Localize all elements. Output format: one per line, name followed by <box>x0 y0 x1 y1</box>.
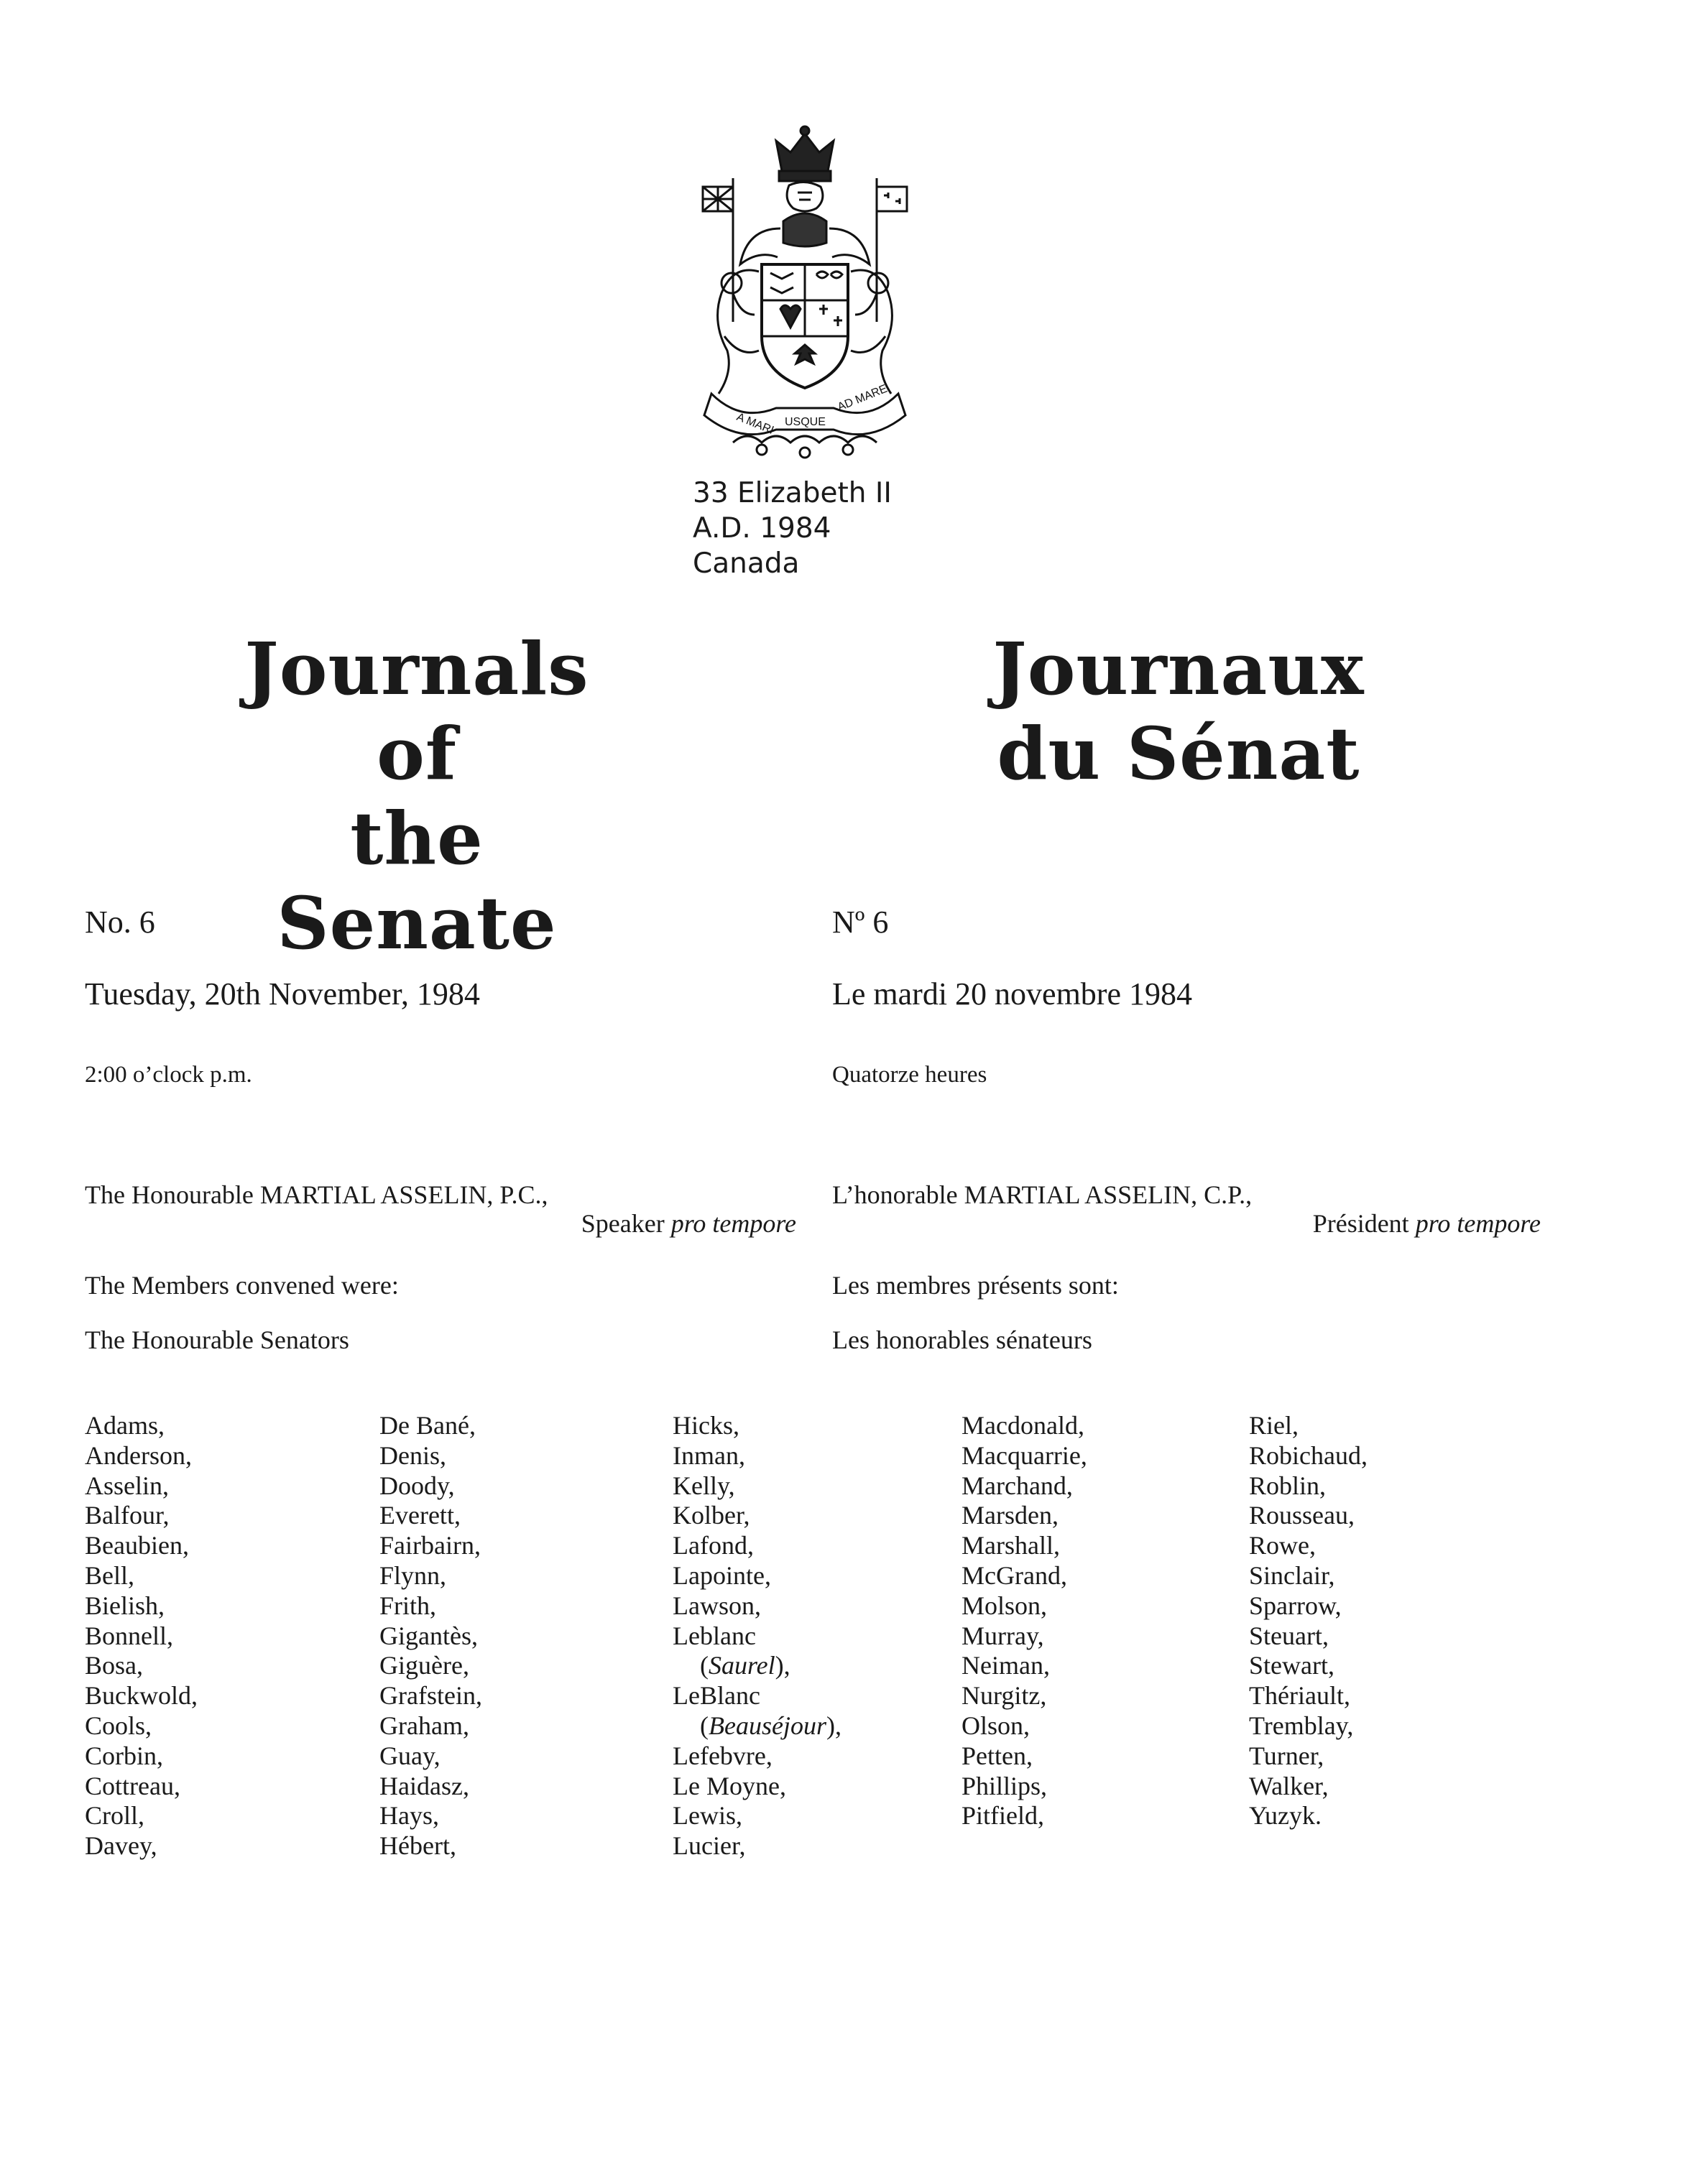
senator-name: Robichaud, <box>1249 1440 1368 1470</box>
senator-name: Lawson, <box>673 1591 761 1620</box>
senator-name: Pitfield, <box>962 1801 1044 1831</box>
senator-name: Macquarrie, <box>962 1440 1087 1470</box>
senator-name: Yuzyk. <box>1249 1801 1322 1831</box>
senator-name: Molson, <box>962 1591 1048 1620</box>
senator-name: Hays, <box>379 1801 439 1831</box>
senator-name: Flynn, <box>379 1560 447 1590</box>
senator-name: Bell, <box>85 1560 134 1590</box>
senator-name: Sparrow, <box>1249 1591 1342 1620</box>
senators-column-5 <box>1249 1411 1368 1831</box>
senator-name: Marchand, <box>962 1471 1073 1500</box>
members-present-fr: Les membres présents sont: <box>832 1271 1119 1300</box>
senator-name: Asselin, <box>85 1471 169 1500</box>
senator-name: Macdonald, <box>962 1411 1084 1440</box>
senator-name: Bielish, <box>85 1591 165 1620</box>
senator-name: Sinclair, <box>1249 1560 1335 1590</box>
senator-name: Rowe, <box>1249 1531 1316 1560</box>
senator-name: Lucier, <box>673 1831 746 1861</box>
senator-name: Beaubien, <box>85 1531 189 1560</box>
coat-of-arms-icon <box>690 121 920 466</box>
senator-name: Nurgitz, <box>962 1681 1047 1711</box>
senator-name: Guay, <box>379 1741 441 1770</box>
role-en: Speaker <box>581 1209 665 1238</box>
senator-name: Lafond, <box>673 1531 754 1560</box>
motto-center: USQUE <box>785 416 826 428</box>
senator-riding: (Beauséjour), <box>700 1711 842 1740</box>
senator-name: Hébert, <box>379 1831 456 1861</box>
senator-name: Neiman, <box>962 1651 1050 1680</box>
senator-name: McGrand, <box>962 1560 1067 1590</box>
presiding-role-en <box>85 1208 796 1239</box>
title-english-line2: the Senate <box>277 796 557 966</box>
presiding-role-fr <box>832 1208 1541 1239</box>
senator-name: Kolber, <box>673 1501 750 1530</box>
presiding-officer-fr: L’honorable MARTIAL ASSELIN, C.P., <box>832 1180 1253 1209</box>
honourable-senators-fr: Les honorables sénateurs <box>832 1325 1092 1354</box>
senator-name: Stewart, <box>1249 1651 1334 1680</box>
senator-name: Hicks, <box>673 1411 739 1440</box>
senator-riding: (Saurel), <box>700 1651 790 1680</box>
role-italic-en: pro tempore <box>670 1209 796 1238</box>
issue-number-en: No. 6 <box>85 904 155 940</box>
senator-name: Walker, <box>1249 1771 1329 1800</box>
senator-name: Denis, <box>379 1440 446 1470</box>
riding-name: Beauséjour <box>709 1711 826 1740</box>
senator-name: Tremblay, <box>1249 1711 1354 1740</box>
senator-name: Lewis, <box>673 1801 742 1831</box>
senators-column-1 <box>85 1411 198 1861</box>
senator-name: De Bané, <box>379 1411 476 1440</box>
members-convened-en: The Members convened were: <box>85 1271 399 1300</box>
senator-name: LeBlanc <box>673 1681 760 1711</box>
role-fr: Président <box>1312 1209 1409 1238</box>
senator-name: Lapointe, <box>673 1560 771 1590</box>
senator-name: Inman, <box>673 1440 745 1470</box>
senators-column-3 <box>673 1411 842 1861</box>
title-french-line1: Journaux <box>992 626 1365 711</box>
senator-name: Doody, <box>379 1471 455 1500</box>
senator-name: Bonnell, <box>85 1621 173 1650</box>
senator-name: Graham, <box>379 1711 469 1740</box>
senator-name: Frith, <box>379 1591 437 1620</box>
senators-column-4 <box>962 1411 1087 1831</box>
senator-name: Balfour, <box>85 1501 170 1530</box>
senator-name: Corbin, <box>85 1741 164 1770</box>
title-french-line2: du Sénat <box>997 711 1360 796</box>
honourable-senators-en: The Honourable Senators <box>85 1325 349 1354</box>
senator-name: Phillips, <box>962 1771 1048 1800</box>
senator-name: Everett, <box>379 1501 461 1530</box>
senator-name: Cools, <box>85 1711 152 1740</box>
senator-name: Lefebvre, <box>673 1741 773 1770</box>
role-italic-fr: pro tempore <box>1415 1209 1541 1238</box>
senator-name: Petten, <box>962 1741 1033 1770</box>
issue-number-fr: Nº 6 <box>832 904 889 940</box>
senator-name: Murray, <box>962 1621 1044 1650</box>
riding-name: Saurel <box>709 1651 775 1680</box>
senator-name: Rousseau, <box>1249 1501 1355 1530</box>
senator-name: Giguère, <box>379 1651 469 1680</box>
title-english-line1: Journals of <box>244 626 589 796</box>
imprint-regnal-year: 33 Elizabeth II <box>693 477 892 509</box>
senator-name: Marshall, <box>962 1531 1060 1560</box>
senator-name: Steuart, <box>1249 1621 1329 1650</box>
title-english <box>201 626 632 966</box>
imprint-country: Canada <box>693 547 800 580</box>
sitting-time-fr: Quatorze heures <box>832 1062 987 1088</box>
senator-name: Roblin, <box>1249 1471 1327 1500</box>
riding-close: ), <box>826 1711 842 1740</box>
sitting-time-en: 2:00 o’clock p.m. <box>85 1062 252 1088</box>
senator-name: Le Moyne, <box>673 1771 786 1800</box>
imprint-year: A.D. 1984 <box>693 512 831 545</box>
senator-name: Fairbairn, <box>379 1531 481 1560</box>
senator-name: Kelly, <box>673 1471 735 1500</box>
senator-name: Olson, <box>962 1711 1030 1740</box>
title-french <box>963 626 1394 796</box>
senator-name: Croll, <box>85 1801 145 1831</box>
riding-close: ), <box>775 1651 790 1680</box>
senator-name: Davey, <box>85 1831 157 1861</box>
senators-column-2 <box>379 1411 482 1861</box>
senator-name: Turner, <box>1249 1741 1324 1770</box>
senator-name: Leblanc <box>673 1621 756 1650</box>
senator-name: Buckwold, <box>85 1681 198 1711</box>
senator-name: Riel, <box>1249 1411 1299 1440</box>
senator-name: Adams, <box>85 1411 165 1440</box>
motto-right: AD MARE <box>836 382 890 414</box>
senator-name: Gigantès, <box>379 1621 478 1650</box>
senator-name: Grafstein, <box>379 1681 482 1711</box>
senator-name: Cottreau, <box>85 1771 180 1800</box>
senator-name: Bosa, <box>85 1651 143 1680</box>
senator-name: Marsden, <box>962 1501 1059 1530</box>
senator-name: Haidasz, <box>379 1771 469 1800</box>
imprint <box>693 476 892 581</box>
sitting-date-en: Tuesday, 20th November, 1984 <box>85 976 480 1012</box>
senator-name: Anderson, <box>85 1440 192 1470</box>
motto-left: A MARI <box>734 410 776 438</box>
presiding-officer-en: The Honourable MARTIAL ASSELIN, P.C., <box>85 1180 548 1209</box>
sitting-date-fr: Le mardi 20 novembre 1984 <box>832 976 1192 1012</box>
senator-name: Thériault, <box>1249 1681 1350 1711</box>
